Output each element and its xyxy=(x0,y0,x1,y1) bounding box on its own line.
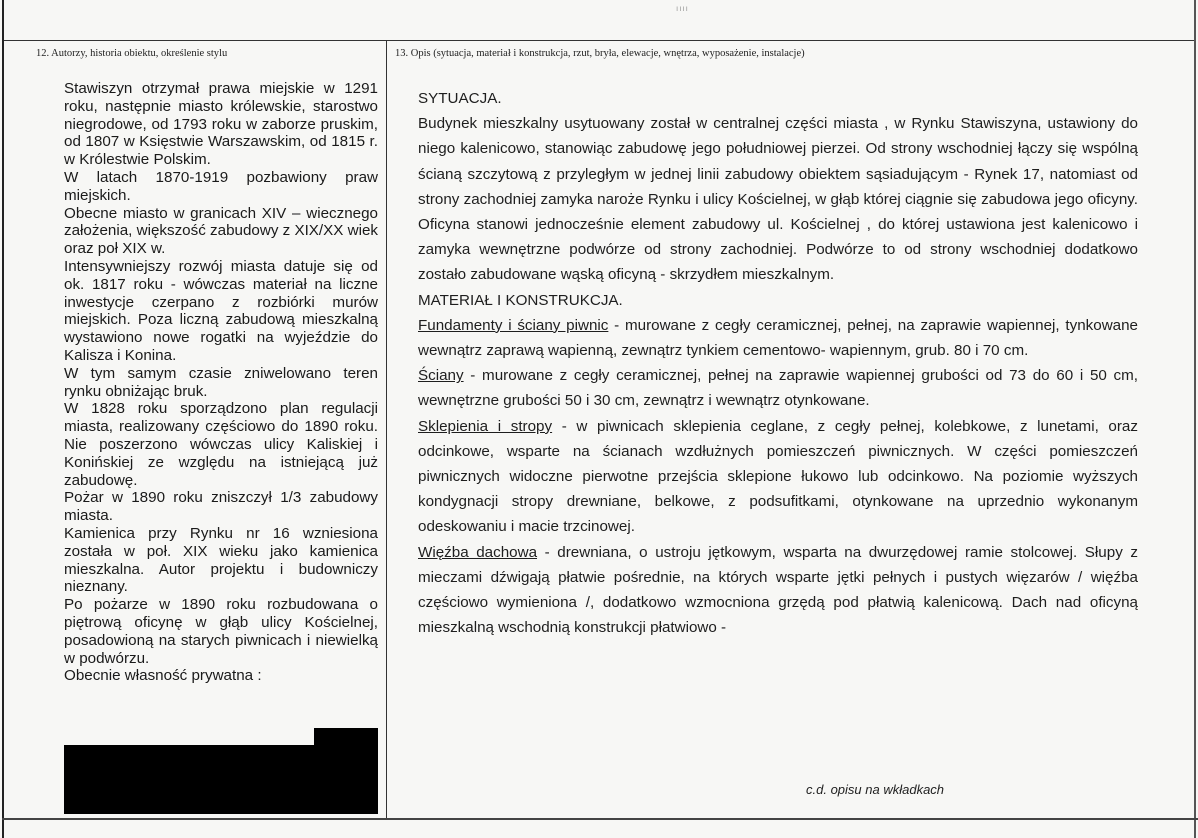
history-paragraph: W 1828 roku sporządzono plan regulacji miasta, realizowany częściowo do 1890 roku. Nie poszerzono wówczas ulicy Kaliskiej i Konińskiej ze względu na istniejącą już zabudowę. xyxy=(64,400,378,489)
roof-label: Więźba dachowa xyxy=(418,543,538,561)
vaults-text: - w piwnicach sklepienia ceglane, z cegły pełnej, kolebkowe, z lunetami, oraz odcinkowe, wsparte na ścianach wzdłużnych pomieszczeń piwnicznych. W części pomieszczeń piwnicznych widoczne pierwotne przejścia sklepione łukowo lub odcinkowo. Na poziomie wyższych kondygnacji stropy drewniane, belkowe, z podsufitkami, otynkowane na uprzednio wykonanym odeskowaniu i macie trzcinowej. xyxy=(418,417,1138,536)
history-paragraph: W latach 1870-1919 pozbawiony praw miejskich. xyxy=(64,168,378,204)
history-paragraph: Intensywniejszy rozwój miasta datuje się od ok. 1817 roku - wówczas materiał na liczne inwestycje czerpano z rozbiórki murów miejskich. Poza liczną zabudową mieszkalną wystawiono nowe rogatki na wyjeździe do Kalisza i Konina. xyxy=(64,257,378,364)
roof-paragraph xyxy=(418,540,1138,641)
top-registration-mark: ıııı xyxy=(676,4,689,13)
history-paragraph: Kamienica przy Rynku nr 16 wzniesiona została w poł. XIX wieku jako kamienica mieszkalna. Autor projektu i budowniczy nieznany. xyxy=(64,524,378,596)
column-divider xyxy=(386,40,387,818)
foundations-paragraph xyxy=(418,313,1138,363)
history-paragraph: Obecnie własność prywatna : xyxy=(64,667,262,685)
history-column xyxy=(64,80,378,685)
header-rule-right xyxy=(387,40,1194,41)
walls-text: - murowane z cegły ceramicznej, pełnej na zaprawie wapiennej grubości od 73 do 60 i 50 cm, wewnętrzne grubości 50 i 30 cm, zewnątrz i wewnątrz otynkowane. xyxy=(418,367,1138,410)
material-heading: MATERIAŁ I KONSTRUKCJA. xyxy=(418,291,623,309)
walls-label: Ściany xyxy=(418,367,464,385)
history-paragraph: Obecne miasto w granicach XIV – wiecznego założenia, większość zabudowy z XIX/XX wiek oraz poł XIX w. xyxy=(64,204,379,258)
history-paragraph: W tym samym czasie zniwelowano teren rynku obniżając bruk. xyxy=(64,364,378,400)
description-column xyxy=(418,86,1138,640)
situation-text: Budynek mieszkalny usytuowany został w centralnej części miasta , w Rynku Stawiszyna, ustawiony do niego kalenicowo, stanowiąc zabudowę jego południowej pierzei. Od strony wschodniej łączy się wspólną ścianą szczytową z przyległym w jednej linii zabudowy obiektem sąsiadującym - Rynek 17, natomiast od strony zachodniej zamyka naroże Rynku i ulicy Kościelnej, w głąb której ciągnie się zabudowa jego oficyny. Oficyna stanowi jednocześnie element zabudowy ul. Kościelnej , do której ustawiona jest kalenicowo i zamyka wewnętrzne podwórze od strony zachodniej. Podwórze to od strony wschodniej dodatkowo zostało zabudowane wąską oficyną - skrzydłem mieszkalnym. xyxy=(418,115,1138,284)
redaction-block-small xyxy=(314,728,378,746)
history-paragraph: Stawiszyn otrzymał prawa miejskie w 1291 roku, następnie miasto królewskie, starostwo niegrodowe, od 1793 roku w zaborze pruskim, od 1807 w Księstwie Warszawskim, od 1815 r. w Królestwie Polskim. xyxy=(64,80,378,169)
foundations-label: Fundamenty i ściany piwnic xyxy=(418,316,609,334)
right-section-header: 13. Opis (sytuacja, materiał i konstrukcja, rzut, bryła, elewacje, wnętrza, wyposażenie, instalacje) xyxy=(395,48,805,59)
walls-paragraph xyxy=(418,363,1138,413)
vaults-label: Sklepienia i stropy xyxy=(418,417,553,435)
page-border-left xyxy=(2,0,4,838)
page-border-right xyxy=(1194,0,1196,838)
history-paragraph: Pożar w 1890 roku zniszczył 1/3 zabudowy miasta. xyxy=(64,489,378,525)
vaults-paragraph xyxy=(418,414,1138,540)
situation-heading: SYTUACJA. xyxy=(418,90,502,107)
foundations-text: - murowane z cegły ceramicznej, pełnej, na zaprawie wapiennej, tynkowane wewnątrz zaprawą wapienną, zewnątrz tynkiem cementowo- wapiennym, grub. 80 i 70 cm. xyxy=(418,316,1138,360)
page-border-bottom xyxy=(2,818,1198,820)
redaction-block-large xyxy=(64,745,378,814)
roof-text: - drewniana, o ustroju jętkowym, wsparta na dwurzędowej ramie stolcowej. Słupy z mieczami dźwigają płatwie pośrednie, na których wsparte jętki pełnych i pustych więzarów / więźba częściowo wymieniona /, dodatkowo wzmocniona grzędą pod płatwią kalenicową. Dach nad oficyną mieszkalną wschodnią konstrukcji płatwiowo - xyxy=(418,543,1138,637)
left-section-header: 12. Autorzy, historia obiektu, określenie stylu xyxy=(36,48,228,59)
history-paragraph: Po pożarze w 1890 roku rozbudowana o piętrową oficynę w głąb ulicy Kościelnej, posadowioną na starych piwnicach i niewielką w podwórzu. xyxy=(64,596,378,667)
header-rule-left xyxy=(4,40,386,41)
continuation-note: c.d. opisu na wkładkach xyxy=(806,782,945,797)
